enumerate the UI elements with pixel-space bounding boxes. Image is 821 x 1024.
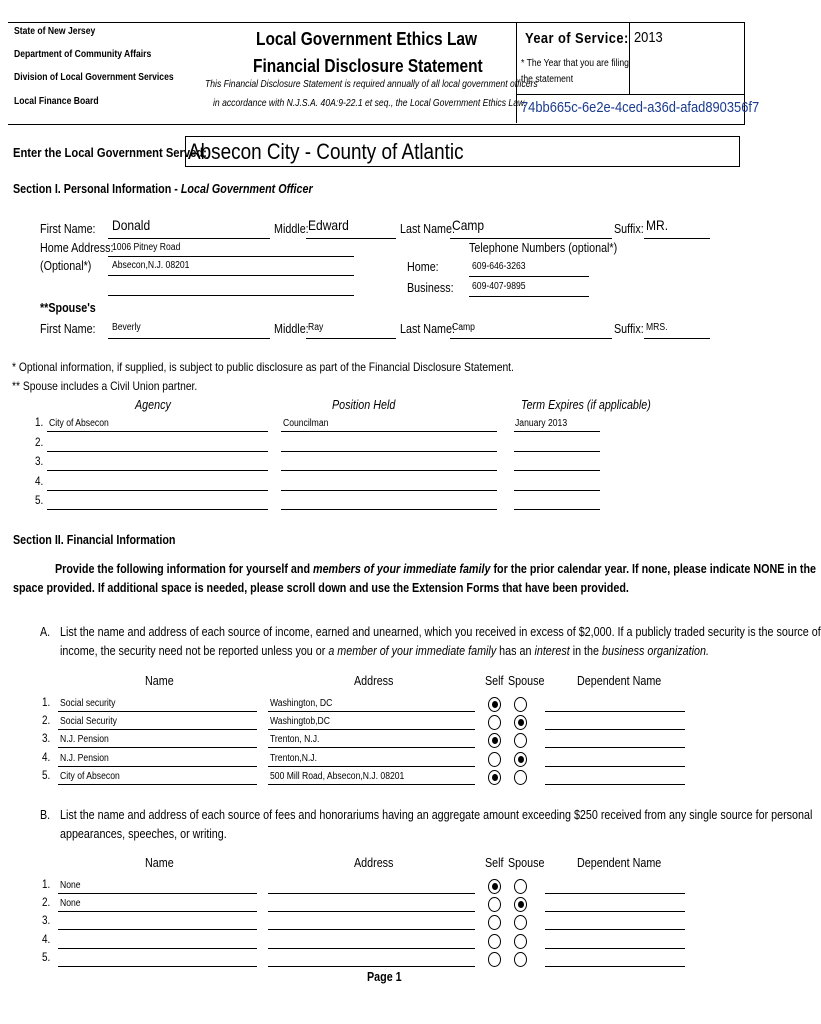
income-row-number: 4.: [42, 751, 51, 764]
form-subtitle-line-1: This Financial Disclosure Statement is required annually of all local government officers: [205, 79, 538, 90]
dependent-name-field-line[interactable]: [545, 711, 685, 712]
agency-line-3: Division of Local Government Services: [14, 72, 174, 83]
agency-field-line[interactable]: [47, 451, 268, 452]
section-2-intro-line-2: space provided. If additional space is needed, please scroll down and use the Extension Forms that have been provided.: [13, 581, 629, 595]
part-a-text-line-2: [60, 644, 709, 658]
source-name-field-line[interactable]: [58, 766, 257, 767]
part-b-dependent-header: Dependent Name: [577, 856, 662, 870]
spouse-label-text: **Spouse's: [40, 301, 96, 315]
source-address-value: Washingtob,DC: [270, 716, 330, 728]
document-id: 74bb665c-6e2e-4ced-a36d-afad890356f7: [521, 99, 760, 116]
spouse-radio[interactable]: [514, 697, 527, 712]
first-name-value: Donald: [112, 217, 151, 233]
year-of-service-label: Year of Service:: [525, 30, 629, 47]
source-name-value: N.J. Pension: [60, 752, 109, 764]
year-note-line-1: * The Year that you are filing: [521, 58, 629, 69]
dependent-name-field-line[interactable]: [545, 948, 685, 949]
agency-field-line[interactable]: [47, 509, 268, 510]
source-address-field-line[interactable]: [268, 711, 475, 712]
dependent-name-field-line[interactable]: [545, 747, 685, 748]
telephone-label: Telephone Numbers (optional*): [469, 241, 618, 255]
spouse-last-name-field-line[interactable]: [450, 338, 612, 339]
dependent-name-field-line[interactable]: [545, 893, 685, 894]
part-b-name-header: Name: [145, 856, 174, 870]
source-name-field-line[interactable]: [58, 948, 257, 949]
year-of-service-field[interactable]: 2013: [634, 29, 663, 46]
position-field-line[interactable]: [281, 509, 497, 510]
source-address-field-line[interactable]: [268, 766, 475, 767]
source-name-field-line[interactable]: [58, 911, 257, 912]
self-radio[interactable]: [488, 752, 501, 767]
term-field-line[interactable]: [514, 509, 600, 510]
home-phone-label: Home:: [407, 260, 439, 274]
income-row-number: 1.: [42, 879, 51, 891]
source-name-value: City of Absecon: [60, 770, 120, 782]
spouse-label: [40, 301, 96, 315]
spouse-last-name-label: Last Name:: [400, 322, 455, 336]
spouse-first-name-label: First Name:: [40, 322, 96, 336]
position-value: Councilman: [283, 418, 329, 429]
part-a-text-line-1: List the name and address of each source of income, earned and unearned, which you received in excess of $2,000. If a publicly traded security is the source of: [60, 625, 821, 639]
part-a-spouse-header: Spouse: [508, 674, 545, 688]
suffix-value: MR.: [646, 217, 669, 233]
part-a-t2c: has an: [496, 644, 535, 658]
first-name-field-line[interactable]: [108, 238, 270, 239]
term-value: January 2013: [515, 418, 568, 429]
part-a-t2f: business organization.: [601, 644, 709, 658]
self-radio[interactable]: [488, 715, 501, 730]
business-phone-field-line[interactable]: [469, 296, 589, 297]
part-a-self-header: Self: [485, 674, 504, 688]
dependent-name-field-line[interactable]: [545, 929, 685, 930]
agency-field-line[interactable]: [47, 470, 268, 471]
source-address-field-line[interactable]: [268, 893, 475, 894]
spouse-radio[interactable]: [514, 897, 527, 912]
spouse-radio[interactable]: [514, 715, 527, 730]
part-a-letter: A.: [40, 625, 51, 639]
spouse-first-name-field-line[interactable]: [108, 338, 270, 339]
first-name-label: First Name:: [40, 222, 96, 236]
spouse-note: ** Spouse includes a Civil Union partner.: [12, 379, 198, 393]
last-name-field-line[interactable]: [450, 238, 612, 239]
spouse-middle-label: Middle:: [274, 322, 309, 336]
spouse-suffix-value: MRS.: [646, 322, 668, 333]
part-b-letter: B.: [40, 808, 51, 822]
source-name-field-line[interactable]: [58, 893, 257, 894]
section-2-intro-line-1: [55, 562, 816, 576]
source-name-value: None: [60, 898, 81, 910]
self-radio[interactable]: [488, 733, 501, 748]
home-address-value-1: 1006 Pitney Road: [112, 242, 181, 253]
last-name-value: Camp: [452, 217, 485, 233]
spouse-first-name-value: Beverly: [112, 322, 141, 333]
spouse-middle-value: Ray: [308, 322, 324, 333]
position-field-line[interactable]: [281, 431, 497, 432]
self-radio[interactable]: [488, 915, 501, 930]
source-name-value: None: [60, 880, 81, 891]
spouse-radio[interactable]: [514, 879, 527, 894]
optional-note: * Optional information, if supplied, is subject to public disclosure as part of the Financial Disclosure Statement.: [12, 360, 514, 374]
page-number: Page 1: [367, 970, 402, 984]
part-a-t2b: a member of your immediate family: [328, 644, 497, 658]
optional-label: (Optional*): [40, 259, 92, 273]
spouse-radio[interactable]: [514, 733, 527, 748]
part-a-t2e: in the: [569, 644, 602, 658]
spouse-radio[interactable]: [514, 915, 527, 930]
home-phone-value: 609-646-3263: [472, 261, 526, 272]
last-name-label: Last Name:: [400, 222, 455, 236]
income-row-number: 3.: [42, 733, 51, 746]
business-phone-value: 609-407-9895: [472, 281, 526, 292]
year-bottom-line: [516, 94, 744, 95]
spouse-radio[interactable]: [514, 752, 527, 767]
source-address-field-line[interactable]: [268, 784, 475, 785]
income-row-number: 5.: [42, 951, 51, 964]
source-address-field-line[interactable]: [268, 747, 475, 748]
part-b-address-header: Address: [354, 856, 394, 870]
form-subtitle-line-2: in accordance with N.J.S.A. 40A:9-22.1 et seq., the Local Government Ethics Law.: [213, 98, 527, 109]
self-radio[interactable]: [488, 770, 501, 785]
agency-row-number: 1.: [35, 417, 44, 429]
home-address-line-1[interactable]: [108, 256, 354, 257]
part-b-spouse-header: Spouse: [508, 856, 545, 870]
source-name-field-line[interactable]: [58, 929, 257, 930]
source-address-value: Washington, DC: [270, 698, 333, 709]
self-radio[interactable]: [488, 897, 501, 912]
middle-value: Edward: [308, 217, 349, 233]
source-address-field-line[interactable]: [268, 929, 475, 930]
term-column-header: Term Expires (if applicable): [521, 398, 651, 412]
form-title-line-2: Financial Disclosure Statement: [253, 56, 483, 76]
source-name-field-line[interactable]: [58, 729, 257, 730]
year-note-line-2: the statement: [521, 74, 574, 85]
agency-line-1: State of New Jersey: [14, 26, 96, 37]
agency-row-number: 4.: [35, 475, 44, 488]
gov-served-label: Enter the Local Government Served:: [13, 145, 207, 160]
position-field-line[interactable]: [281, 451, 497, 452]
source-name-value: Social security: [60, 698, 116, 709]
home-phone-field-line[interactable]: [469, 276, 589, 277]
dependent-name-field-line[interactable]: [545, 729, 685, 730]
source-address-value: Trenton,N.J.: [270, 752, 318, 764]
home-address-line-2[interactable]: [108, 275, 354, 276]
income-row-number: 3.: [42, 915, 51, 928]
income-row-number: 2.: [42, 897, 51, 910]
agency-value: City of Absecon: [49, 418, 109, 429]
term-field-line[interactable]: [514, 470, 600, 471]
agency-row-number: 2.: [35, 436, 44, 449]
section-2-title: Section II. Financial Information: [13, 533, 176, 547]
year-divider: [629, 22, 630, 94]
self-radio[interactable]: [488, 879, 501, 894]
suffix-field-line[interactable]: [644, 238, 710, 239]
spouse-radio[interactable]: [514, 952, 527, 967]
source-name-value: Social Security: [60, 716, 117, 728]
term-field-line[interactable]: [514, 451, 600, 452]
part-a-t2a: income, the security need not be reported unless you or: [60, 644, 329, 658]
suffix-label: Suffix:: [614, 222, 644, 236]
middle-label: Middle:: [274, 222, 309, 236]
agency-line-2: Department of Community Affairs: [14, 49, 152, 60]
part-a-t2d: interest: [534, 644, 570, 658]
agency-row-number: 5.: [35, 495, 44, 507]
dependent-name-field-line[interactable]: [545, 784, 685, 785]
source-name-field-line[interactable]: [58, 784, 257, 785]
spouse-radio[interactable]: [514, 934, 527, 949]
part-b-text-line-1: List the name and address of each source of fees and honorariums having an aggregate amount exceeding $250 received from any single source for personal: [60, 808, 813, 822]
term-field-line[interactable]: [514, 431, 600, 432]
dependent-name-field-line[interactable]: [545, 766, 685, 767]
intro-part-b: members of your immediate family: [313, 562, 491, 576]
part-b-text-line-2: appearances, speeches, or writing.: [60, 827, 227, 841]
part-a-dependent-header: Dependent Name: [577, 674, 662, 688]
section-1-title-italic: Local Government Officer: [180, 182, 313, 196]
gov-served-field[interactable]: [185, 136, 740, 167]
source-address-field-line[interactable]: [268, 911, 475, 912]
position-field-line[interactable]: [281, 490, 497, 491]
agency-column-header: Agency: [135, 398, 171, 412]
income-row-number: 1.: [42, 697, 51, 709]
position-column-header: Position Held: [332, 398, 396, 412]
self-radio[interactable]: [488, 934, 501, 949]
business-phone-label: Business:: [407, 281, 454, 295]
part-a-name-header: Name: [145, 674, 174, 688]
spouse-suffix-label: Suffix:: [614, 322, 644, 336]
part-b-self-header: Self: [485, 856, 504, 870]
dependent-name-field-line[interactable]: [545, 966, 685, 967]
middle-field-line[interactable]: [306, 238, 396, 239]
spouse-middle-field-line[interactable]: [306, 338, 396, 339]
section-1-title: [13, 182, 313, 196]
source-name-value: N.J. Pension: [60, 734, 109, 746]
source-address-value: 500 Mill Road, Absecon,N.J. 08201: [270, 770, 405, 782]
source-address-field-line[interactable]: [268, 966, 475, 967]
intro-part-c: for the prior calendar year. If none, please indicate NONE in the: [490, 562, 817, 576]
home-address-label: Home Address:: [40, 241, 114, 255]
home-address-line-3[interactable]: [108, 295, 354, 296]
gov-served-value: Absecon City - County of Atlantic: [188, 139, 464, 164]
source-name-field-line[interactable]: [58, 747, 257, 748]
source-address-field-line[interactable]: [268, 729, 475, 730]
spouse-radio[interactable]: [514, 770, 527, 785]
dependent-name-field-line[interactable]: [545, 911, 685, 912]
income-row-number: 2.: [42, 715, 51, 728]
agency-field-line[interactable]: [47, 431, 268, 432]
term-field-line[interactable]: [514, 490, 600, 491]
spouse-suffix-field-line[interactable]: [644, 338, 710, 339]
source-address-field-line[interactable]: [268, 948, 475, 949]
income-row-number: 4.: [42, 933, 51, 946]
spouse-last-name-value: Camp: [452, 322, 475, 333]
self-radio[interactable]: [488, 697, 501, 712]
self-radio[interactable]: [488, 952, 501, 967]
form-title-line-1: Local Government Ethics Law: [256, 29, 478, 49]
home-address-value-2: Absecon,N.J. 08201: [112, 260, 190, 271]
agency-row-number: 3.: [35, 456, 44, 468]
income-row-number: 5.: [42, 769, 51, 782]
source-name-field-line[interactable]: [58, 711, 257, 712]
source-name-field-line[interactable]: [58, 966, 257, 967]
position-field-line[interactable]: [281, 470, 497, 471]
part-a-address-header: Address: [354, 674, 394, 688]
agency-line-4: Local Finance Board: [14, 96, 99, 107]
section-1-title-text: Section I. Personal Information -: [13, 182, 181, 196]
source-address-value: Trenton, N.J.: [270, 734, 320, 746]
agency-field-line[interactable]: [47, 490, 268, 491]
intro-part-a: Provide the following information for yourself and: [55, 562, 314, 576]
